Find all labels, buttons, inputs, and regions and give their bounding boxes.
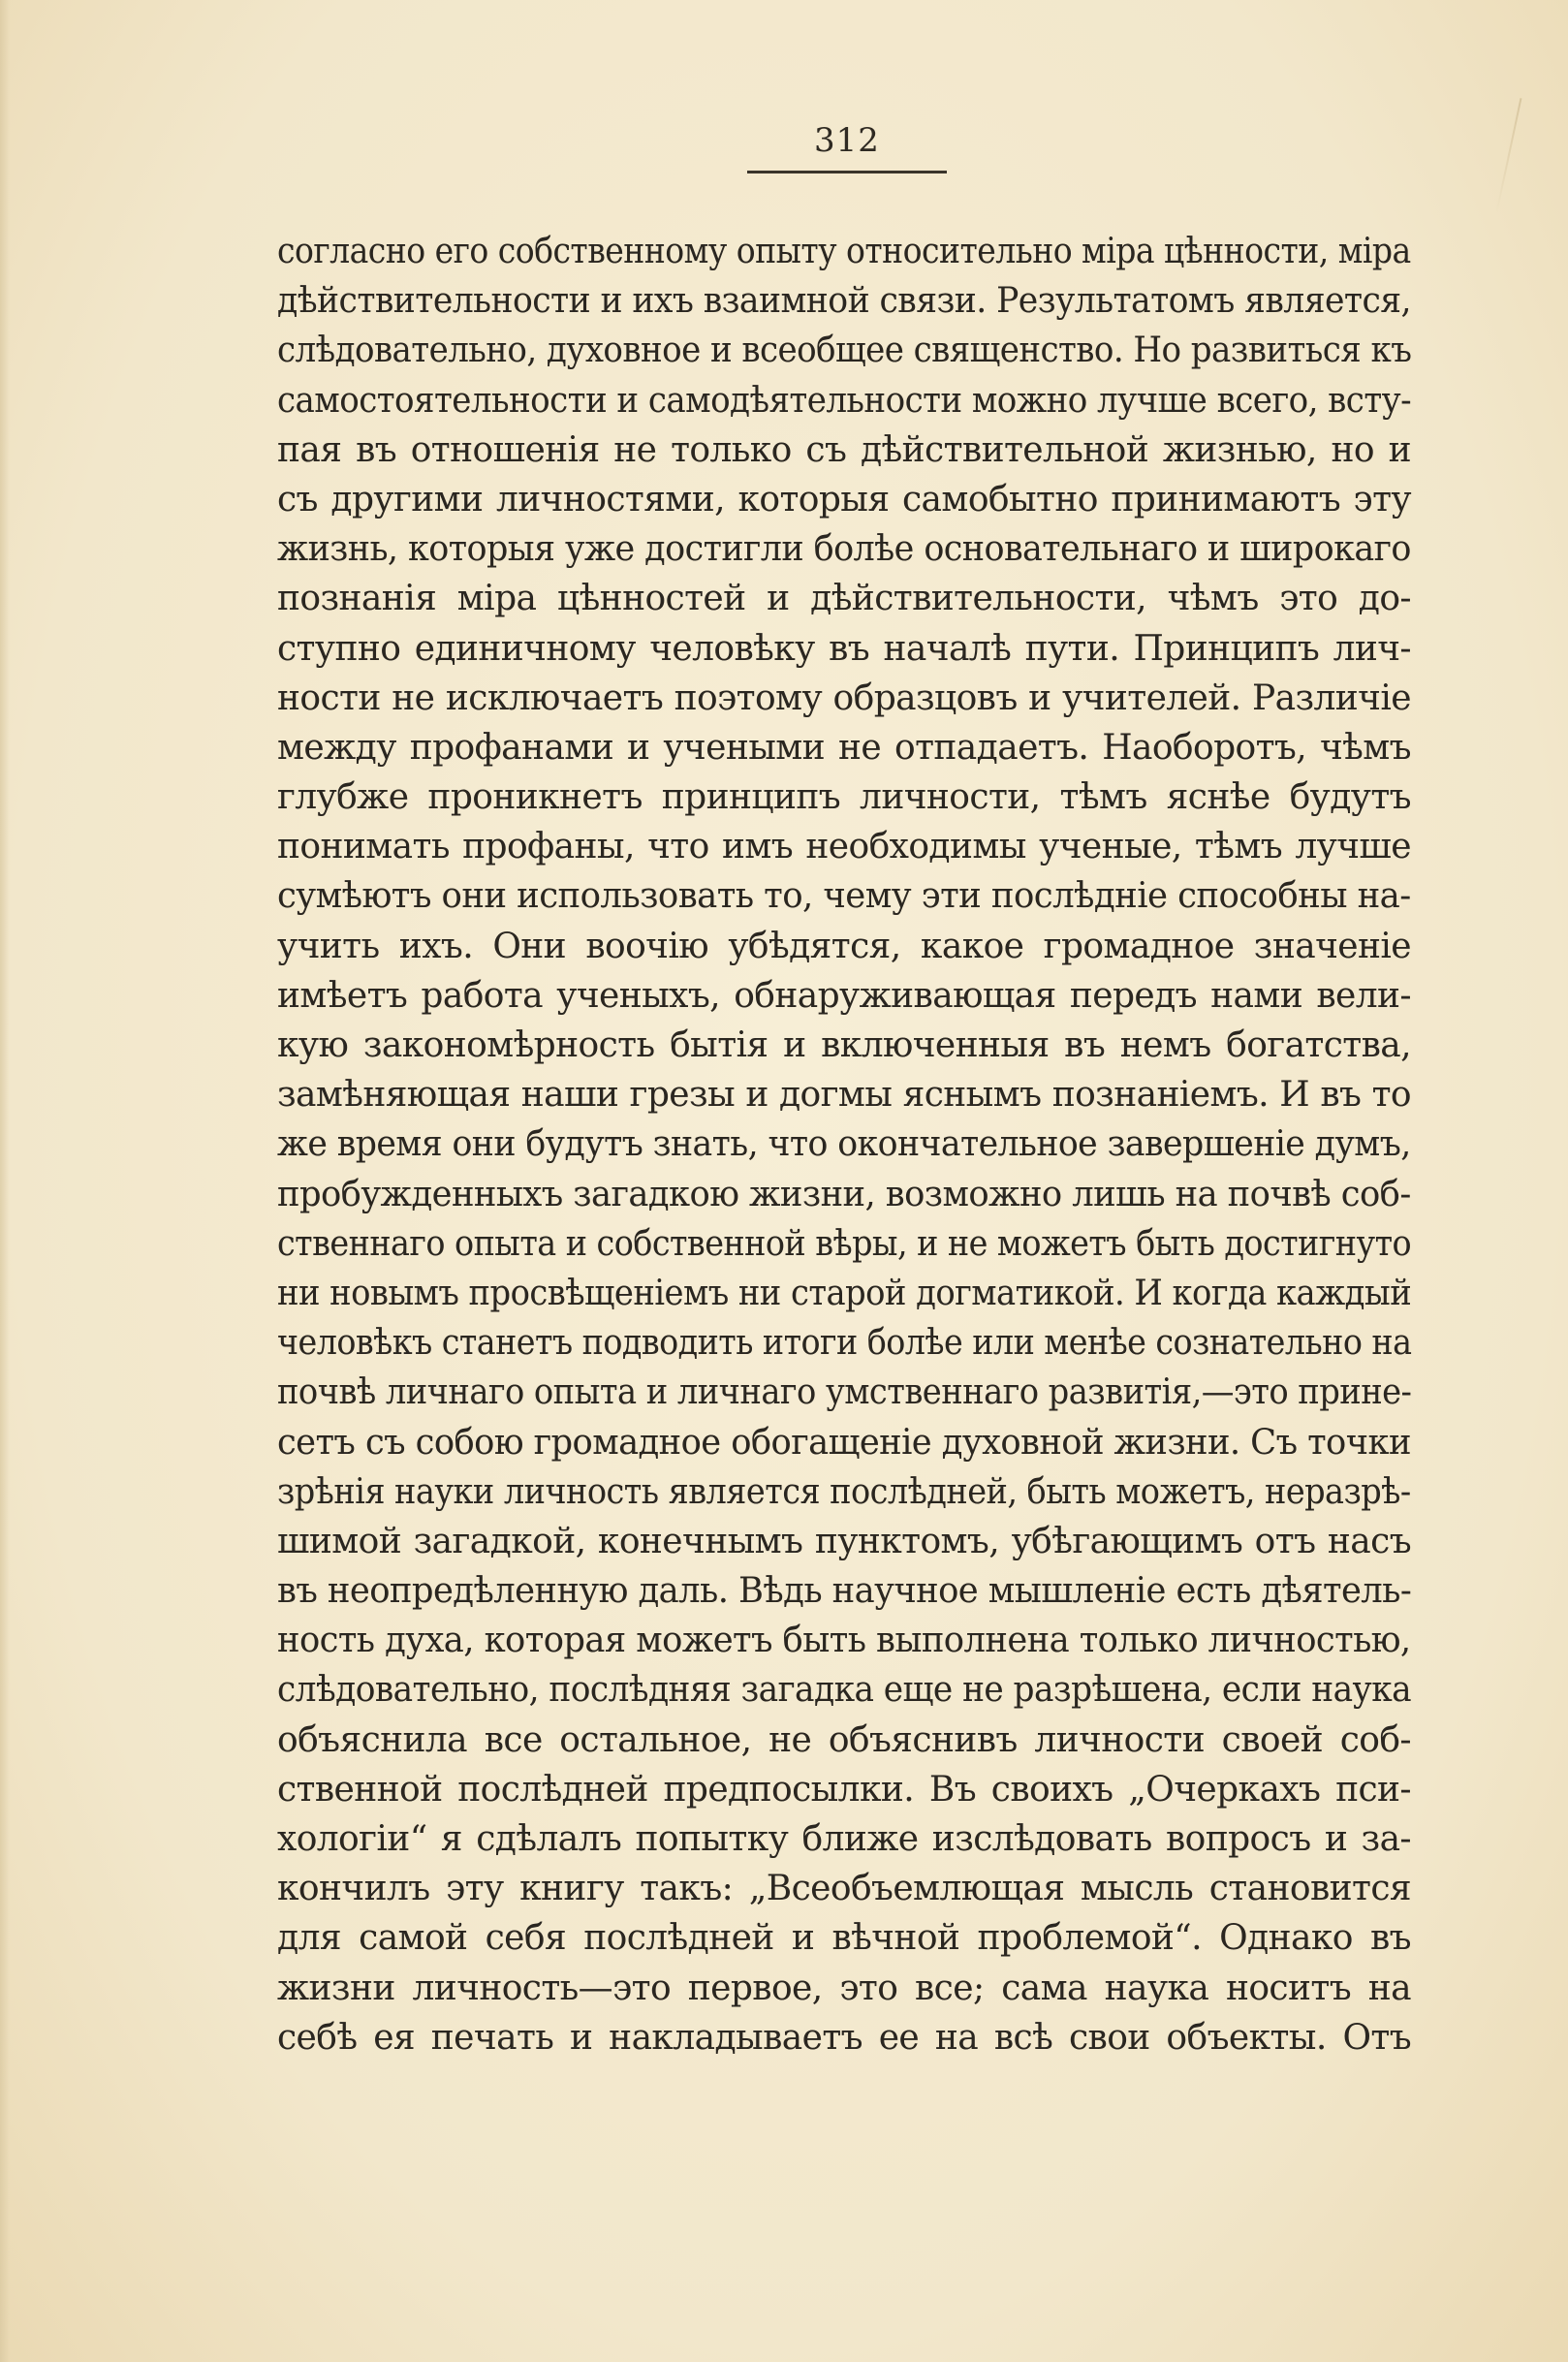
text-line: пробужденныхъ загадкою жизни, возможно лишь на почвѣ соб- <box>277 1174 1411 1214</box>
text-line: ступно единичному человѣку въ началѣ пути. Принципъ лич- <box>277 628 1411 669</box>
text-line: самостоятельности и самодѣятельности можно лучше всего, всту- <box>277 380 1412 421</box>
header-rule <box>747 171 947 173</box>
text-line: понимать профаны, что имъ необходимы ученые, тѣмъ лучше <box>277 827 1411 867</box>
body-text <box>277 227 1411 2063</box>
text-line: человѣкъ станетъ подводить итоги болѣе или менѣе сознательно на <box>277 1323 1412 1364</box>
text-line: ственной послѣдней предпосылки. Въ своихъ „Очеркахъ пси- <box>277 1769 1411 1810</box>
text-line: познанія міра цѣнностей и дѣйствительности, чѣмъ это до- <box>277 579 1411 619</box>
text-line: жизни личность—это первое, это все; сама наука носитъ на <box>277 1968 1411 2008</box>
text-line: же время они будутъ знать, что окончательное завершеніе думъ, <box>277 1124 1411 1165</box>
text-line: для самой себя послѣдней и вѣчной проблемой“. Однако въ <box>277 1918 1411 1959</box>
text-line: слѣдовательно, духовное и всеобщее священство. Но развиться къ <box>277 331 1412 371</box>
text-line: въ неопредѣленную даль. Вѣдь научное мышленіе есть дѣятель- <box>277 1571 1412 1612</box>
text-line: кую закономѣрность бытія и включенныя въ немъ богатства, <box>277 1025 1411 1065</box>
text-line: сумѣютъ они использовать то, чему эти послѣдніе способны на- <box>277 876 1411 917</box>
text-line: ности не исключаетъ поэтому образцовъ и учителей. Различіе <box>277 677 1411 718</box>
text-line: себѣ ея печать и накладываетъ ее на всѣ свои объекты. Отъ <box>277 2017 1411 2058</box>
text-line: пая въ отношенія не только съ дѣйствительной жизнью, но и <box>277 429 1411 470</box>
text-line: учить ихъ. Они воочію убѣдятся, какое громадное значеніе <box>277 926 1411 966</box>
text-line: глубже проникнетъ принципъ личности, тѣмъ яснѣе будутъ <box>277 777 1411 818</box>
text-line: объяснила все остальное, не объяснивъ личности своей соб- <box>277 1719 1411 1760</box>
text-line: кончилъ эту книгу такъ: „Всеобъемлющая мысль становится <box>277 1869 1411 1909</box>
page-left-edge-shadow <box>0 0 10 2362</box>
page-number: 312 <box>814 121 880 160</box>
text-line: слѣдовательно, послѣдняя загадка еще не разрѣшена, если наука <box>277 1670 1412 1711</box>
text-line: сетъ съ собою громадное обогащеніе духовной жизни. Съ точки <box>277 1422 1411 1463</box>
text-line: жизнь, которыя уже достигли болѣе основательнаго и широкаго <box>277 529 1411 570</box>
text-line: замѣняющая наши грезы и догмы яснымъ познаніемъ. И въ то <box>277 1075 1411 1116</box>
text-line: шимой загадкой, конечнымъ пунктомъ, убѣгающимъ отъ насъ <box>277 1521 1411 1561</box>
text-line: между профанами и учеными не отпадаетъ. Наоборотъ, чѣмъ <box>277 727 1411 768</box>
text-line: почвѣ личнаго опыта и личнаго умственнаго развитія,—это прине- <box>277 1372 1412 1413</box>
text-line: ность духа, которая можетъ быть выполнена только личностью, <box>277 1621 1411 1661</box>
page-header <box>745 121 949 173</box>
text-line: дѣйствительности и ихъ взаимной связи. Результатомъ является, <box>277 281 1411 322</box>
text-line: согласно его собственному опыту относительно міра цѣнности, міра <box>277 232 1411 271</box>
text-line: ственнаго опыта и собственной вѣры, и не можетъ быть достигнуто <box>277 1223 1412 1264</box>
text-line: имѣетъ работа ученыхъ, обнаруживающая передъ нами вели- <box>277 975 1411 1016</box>
text-line: хологіи“ я сдѣлалъ попытку ближе изслѣдовать вопросъ и за- <box>277 1819 1411 1859</box>
text-line: съ другими личностями, которыя самобытно принимаютъ эту <box>277 479 1411 520</box>
text-line: ни новымъ просвѣщеніемъ ни старой догматикой. И когда каждый <box>277 1273 1412 1313</box>
text-line: зрѣнія науки личность является послѣдней, быть можетъ, неразрѣ- <box>277 1471 1411 1512</box>
paper-edge-mark <box>1496 98 1522 212</box>
